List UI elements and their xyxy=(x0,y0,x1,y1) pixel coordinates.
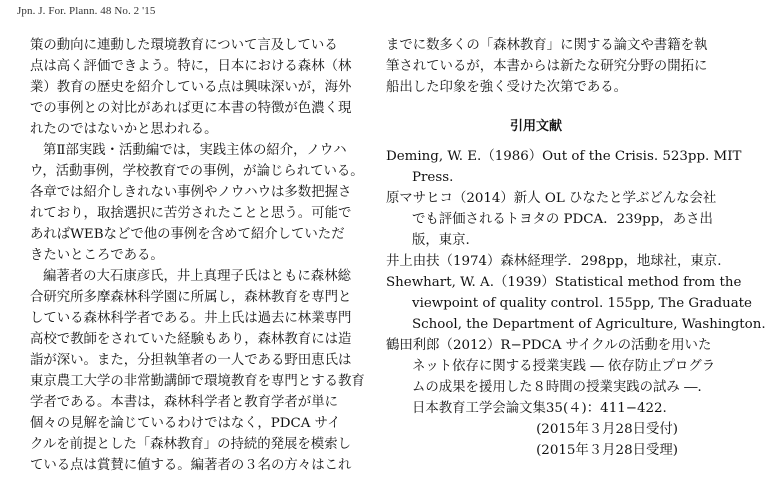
references-heading: 引用文献 xyxy=(509,119,562,134)
reference-line: Press. xyxy=(412,170,454,185)
reference-line: viewpoint of quality control. 155pp, The Graduate xyxy=(412,296,752,311)
body-line: 高校で教師をされていた経験もあり，森林教育には造 xyxy=(30,332,352,347)
body-line: 第Ⅱ部実践・活動編では，実践主体の紹介，ノウハ xyxy=(43,143,347,158)
body-line: あればWEBなどで他の事例を含めて紹介していただ xyxy=(30,227,345,242)
body-line: 詣が深い。また，分担執筆者の一人である野田恵氏は xyxy=(30,353,352,368)
body-line: れたのではないかと思われる。 xyxy=(30,122,218,137)
body-line: での事例との対比があれば更に本書の特徴が色濃く現 xyxy=(30,101,352,116)
reference-line: Deming, W. E.（1986）Out of the Crisis. 523pp. MIT xyxy=(386,149,742,164)
body-line: 船出した印象を強く受けた次第である。 xyxy=(386,80,628,95)
left-column xyxy=(30,35,365,476)
body-line: 合研究所多摩森林科学園に所属し，森林教育を専門と xyxy=(30,290,352,305)
reference-line: 鶴田利郎（2012）R−PDCA サイクルの活動を用いた xyxy=(386,338,712,353)
reference-line: 井上由扶（1974）森林経理学．298pp，地球社，東京. xyxy=(386,254,722,269)
body-line: 個々の見解を論じているわけではなく，PDCA サイ xyxy=(30,416,341,431)
accepted-date: (2015年３月28日受理) xyxy=(536,443,678,458)
body-line: 業）教育の歴史を紹介している点は興味深いが，海外 xyxy=(30,80,352,95)
body-line: 各章では紹介しきれない事例やノウハウは多数把握さ xyxy=(30,185,352,200)
reference-entry xyxy=(386,251,722,272)
body-line: 点は高く評価できよう。特に，日本における森林（林 xyxy=(30,59,352,74)
references-list xyxy=(386,146,766,419)
body-line: 筆されているが，本書からは新たな研究分野の開拓に xyxy=(386,59,708,74)
reference-line: 版，東京. xyxy=(412,233,470,248)
reference-line: Shewhart, W. A.（1939）Statistical method from the xyxy=(386,275,742,290)
right-column xyxy=(386,35,766,461)
reference-entry xyxy=(386,272,766,335)
reference-line: School, the Department of Agriculture, Washington. xyxy=(412,317,766,332)
body-line: までに数多くの「森林教育」に関する論文や書籍を執 xyxy=(386,38,708,53)
reference-line: 日本教育工学会論文集35(４)：411−422. xyxy=(412,401,667,416)
body-line: 編著者の大石康彦氏，井上真理子氏はともに森林総 xyxy=(43,269,351,284)
body-line: きたいところである。 xyxy=(30,248,164,263)
body-line: している森林科学者である。井上氏は過去に林業専門 xyxy=(30,311,352,326)
reference-entry xyxy=(386,146,742,188)
received-date: (2015年３月28日受付) xyxy=(536,422,678,437)
reference-entry xyxy=(386,335,716,419)
reference-line: でも評価されるトヨタの PDCA．239pp，あさ出 xyxy=(412,212,713,227)
reference-line: ネット依存に関する授業実践 ― 依存防止プログラ xyxy=(412,359,716,374)
body-line: 学者である。本書は，森林科学者と教育学者が単に xyxy=(30,395,338,410)
right-body-text xyxy=(386,35,708,98)
reference-entry xyxy=(386,188,717,251)
reference-line: 原マサヒコ（2014）新人 OL ひなたと学ぶどんな会社 xyxy=(386,191,717,206)
body-line: れており，取捨選択に苦労されたことと思う。可能で xyxy=(30,206,352,221)
reference-line: ムの成果を援用した８時間の授業実践の試み ―． xyxy=(412,380,711,395)
body-line: ている点は賞賛に値する。編著者の３名の方々はこれ xyxy=(30,458,352,473)
journal-header: Jpn. J. For. Plann. 48 No. 2 '15 xyxy=(17,5,156,17)
body-line: 東京農工大学の非常勤講師で環境教育を専門とする教育 xyxy=(30,374,365,389)
body-line: クルを前提とした「森林教育」の持続的発展を模索し xyxy=(30,437,351,452)
body-line: ウ，活動事例，学校教育での事例，が論じられている。 xyxy=(30,164,364,179)
body-line: 策の動向に連動した環境教育について言及している xyxy=(30,38,338,53)
